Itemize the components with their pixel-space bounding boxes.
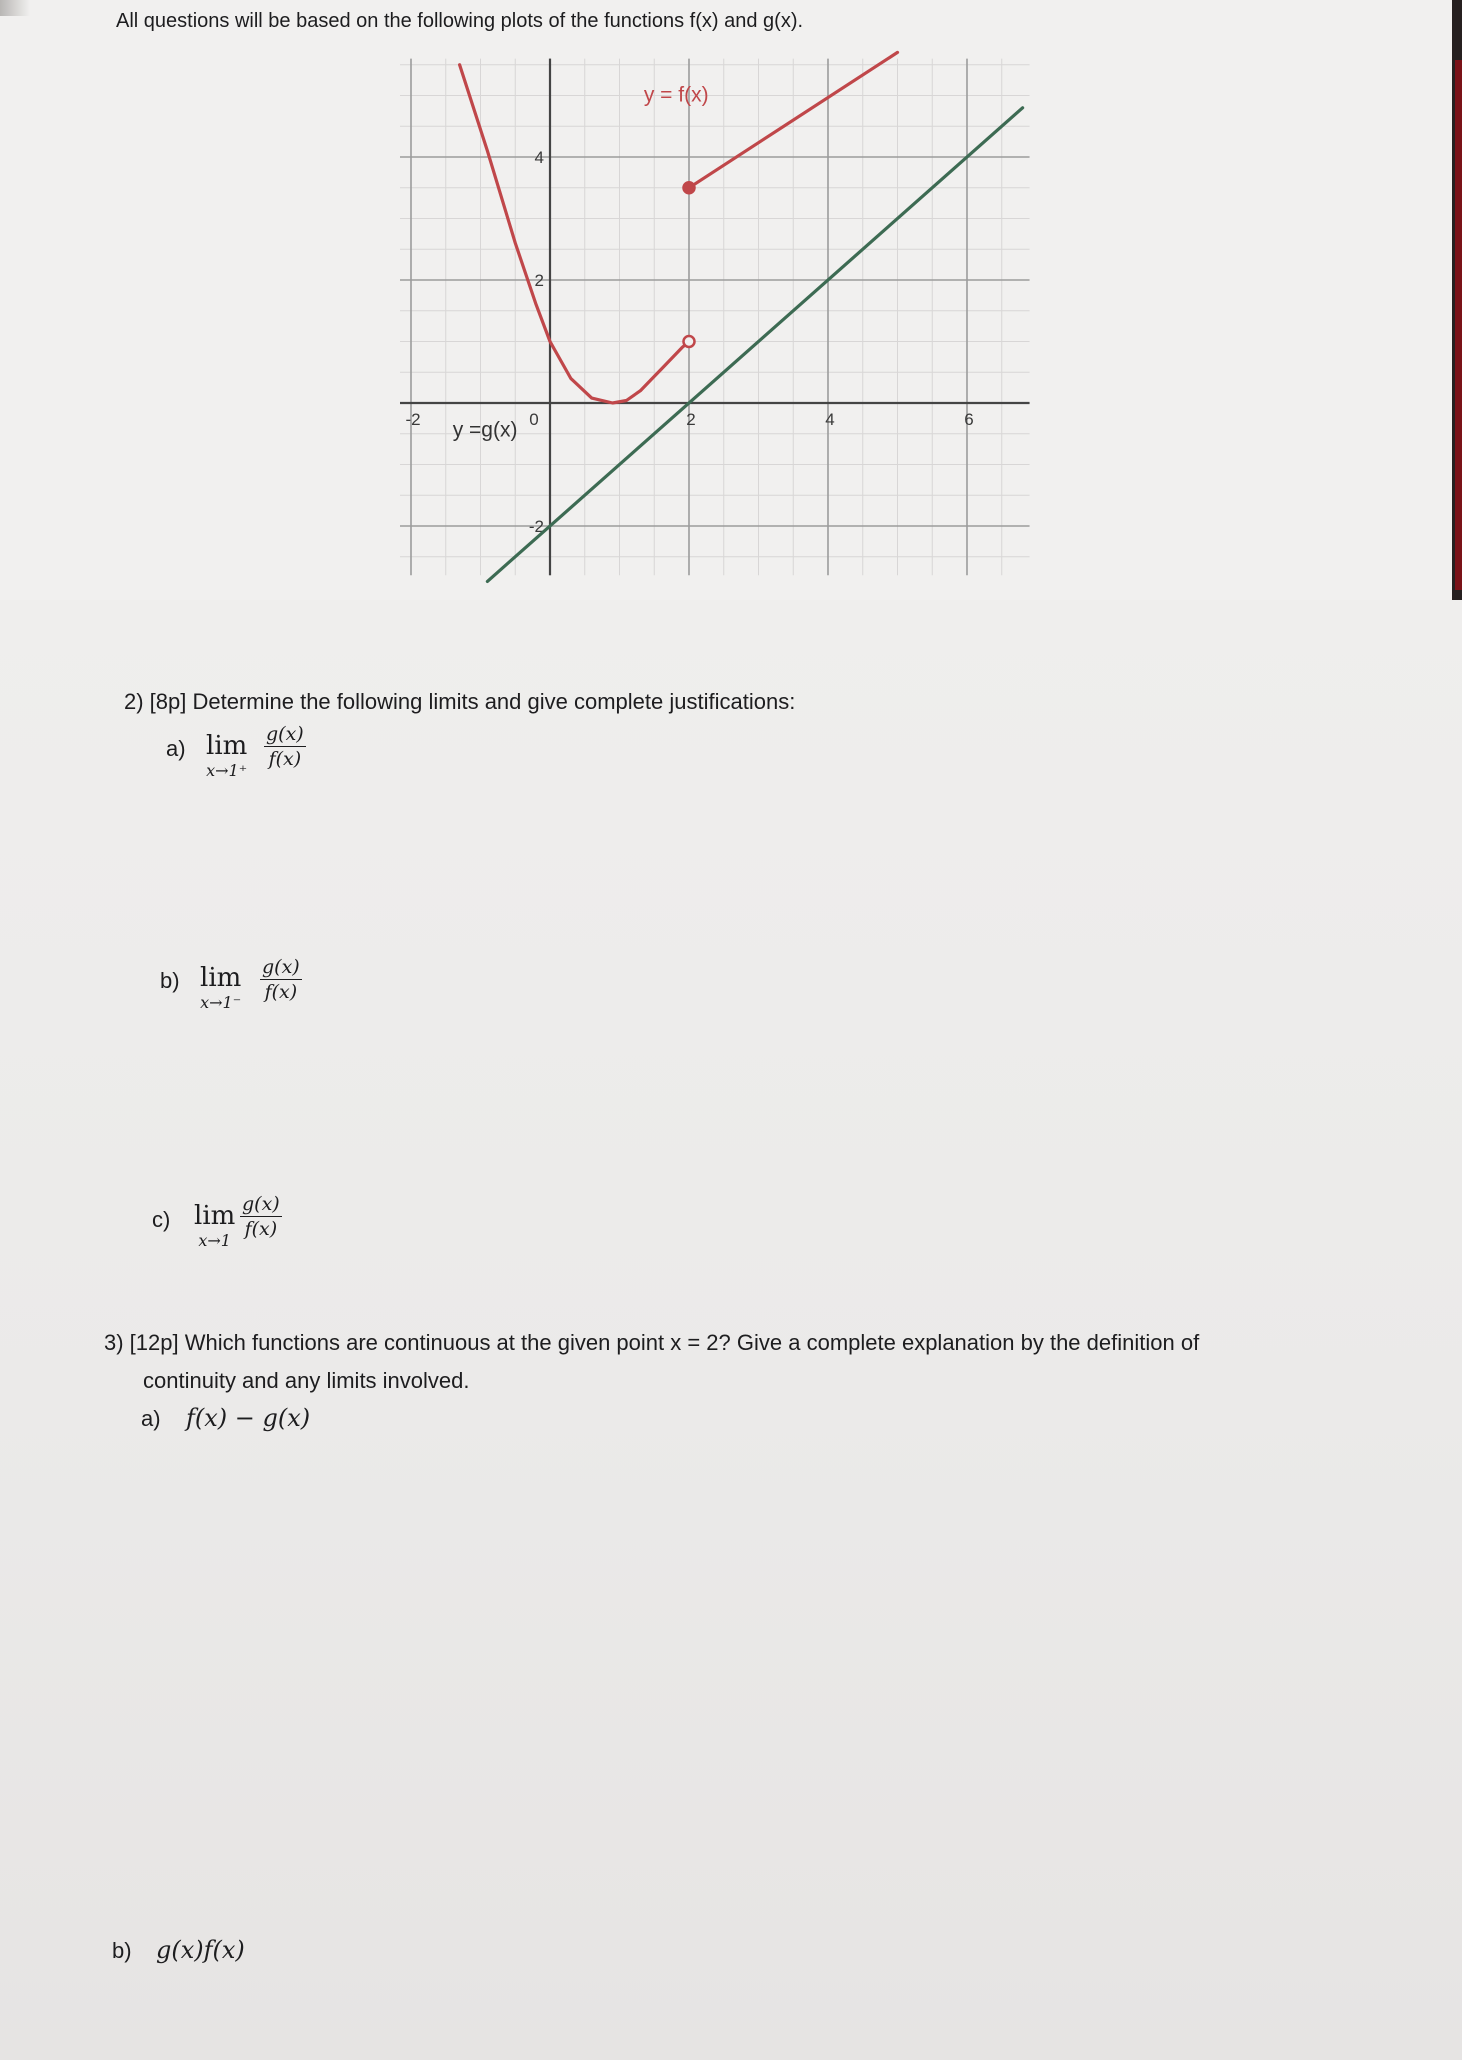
q3-header-line2: continuity and any limits involved. — [143, 1368, 470, 1393]
q3b-expression: g(x)f(x) — [156, 1936, 245, 1964]
page-corner-shadow — [0, 0, 30, 16]
x-tick-label: 2 — [686, 410, 696, 429]
q3-header-line1: 3) [12p] Which functions are continuous at the given point x = 2? Give a complete explanation by the definition of — [104, 1330, 1200, 1355]
f-closed-point — [684, 182, 695, 193]
q2b-label: b) — [160, 968, 180, 993]
f-open-point — [684, 336, 695, 347]
lim-subscript: x→1 — [198, 1231, 231, 1250]
lim-word: lim — [206, 731, 248, 761]
denominator: f(x) — [244, 1218, 278, 1240]
q2a-limit — [206, 733, 247, 780]
numerator: g(x) — [242, 1193, 280, 1215]
y-tick-label: -2 — [528, 517, 544, 536]
q3b-label: b) — [112, 1938, 132, 1963]
x-tick-label: 0 — [529, 410, 539, 429]
q2a-label: a) — [166, 736, 186, 761]
x-tick-label: 6 — [964, 410, 974, 429]
x-tick-label: 4 — [825, 410, 835, 429]
q2a-fraction — [264, 723, 306, 770]
q3a-expression: f(x) − g(x) — [186, 1404, 311, 1432]
function-plot — [400, 50, 1040, 590]
lim-subscript: x→1⁺ — [206, 761, 248, 780]
axes — [400, 59, 1030, 576]
f-series-label: y = f(x) — [643, 83, 709, 107]
major-grid — [400, 59, 1030, 576]
q2-header: 2) [8p] Determine the following limits and give complete justifications: — [124, 689, 796, 714]
q2b-limit — [200, 965, 241, 1012]
y-tick-label: 2 — [534, 271, 544, 290]
lim-word: lim — [194, 1201, 236, 1231]
g-series-label: y =g(x) — [452, 418, 518, 442]
minor-grid — [400, 59, 1030, 576]
g-line — [487, 108, 1022, 582]
numerator: g(x) — [262, 956, 300, 978]
q2b-fraction — [260, 956, 302, 1003]
denominator: f(x) — [268, 748, 302, 770]
q3a-label: a) — [141, 1406, 161, 1431]
q2c-limit — [194, 1203, 235, 1250]
curves — [460, 52, 1023, 581]
lim-subscript: x→1⁻ — [200, 993, 242, 1012]
denominator: f(x) — [264, 981, 298, 1003]
background-red-object — [1455, 60, 1462, 590]
q2c-label: c) — [152, 1207, 171, 1232]
y-tick-label: 4 — [534, 148, 544, 167]
lim-word: lim — [200, 963, 242, 993]
intro-text: All questions will be based on the following plots of the functions f(x) and g(x). — [116, 10, 804, 32]
q2c-fraction — [240, 1193, 282, 1240]
x-tick-label: -2 — [405, 410, 421, 429]
numerator: g(x) — [266, 723, 304, 745]
